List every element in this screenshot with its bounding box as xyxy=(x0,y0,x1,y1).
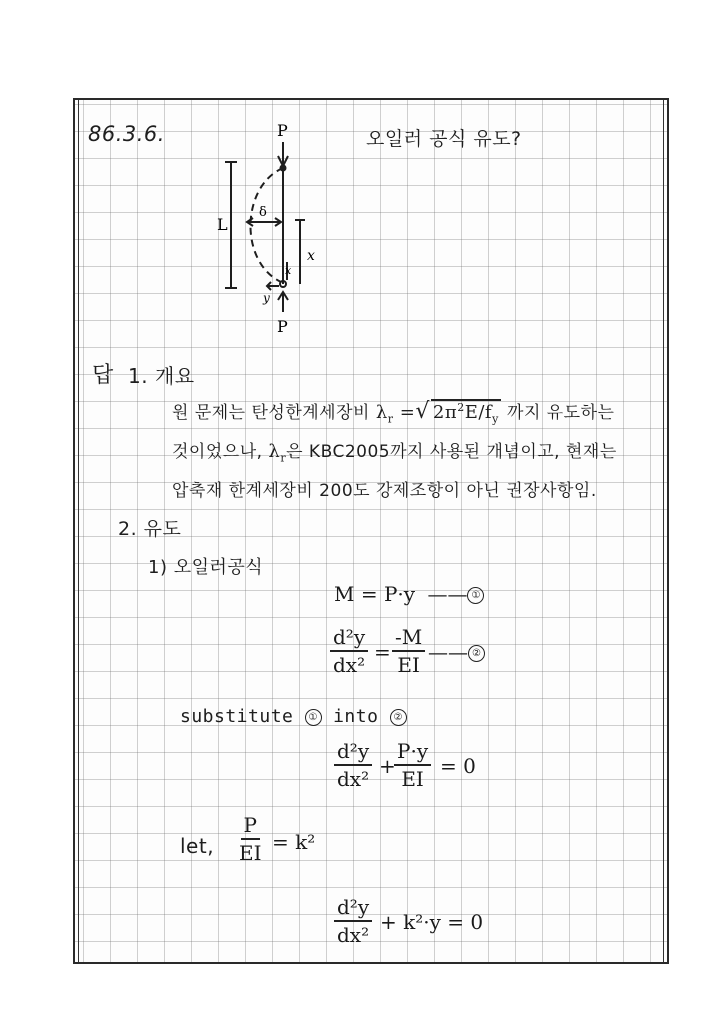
substitute-tag-2: ② xyxy=(390,709,407,726)
x-inner-label: x xyxy=(285,264,292,277)
eq4-numerator: d²y xyxy=(334,896,372,922)
eq2-rhs-denominator: EI xyxy=(397,653,420,677)
eq2-tag: ② xyxy=(468,645,485,662)
let-denominator: EI xyxy=(239,841,262,865)
equation-1: M = P·y —— ① xyxy=(334,582,484,606)
eq1-text: M = P·y xyxy=(334,582,416,606)
lambda-symbol-2: λ xyxy=(268,441,281,462)
section2-heading: 2. 유도 xyxy=(118,518,182,540)
overview-line2-pre: 것이었으나, xyxy=(172,442,263,462)
let-rhs: = k² xyxy=(272,830,316,854)
eq3-numerator-1: d²y xyxy=(334,740,372,766)
eq2-rhs-numerator: -M xyxy=(392,626,425,652)
p-top-label: P xyxy=(277,121,288,140)
answer-marker: 답 xyxy=(92,363,114,388)
eq2-equals: = xyxy=(374,640,391,664)
overview-line2-post: 은 KBC2005까지 사용된 개념이고, 현재는 xyxy=(286,442,617,462)
formula-body: 2π xyxy=(432,402,458,423)
eq2-lhs-fraction xyxy=(330,626,368,676)
eq3-denominator-2: EI xyxy=(401,767,424,791)
overview-line1-pre: 원 문제는 탄성한계세장비 xyxy=(172,403,370,423)
let-fraction xyxy=(236,814,265,864)
lambda-subscript: r xyxy=(387,412,394,426)
eq2-rhs-fraction xyxy=(392,626,425,676)
substitute-line xyxy=(180,706,407,727)
y-label: y xyxy=(263,291,270,305)
formula-exponent: 2 xyxy=(457,401,465,414)
let-label: let, xyxy=(180,834,215,858)
x-label: x xyxy=(307,248,315,264)
overview-line-1: 원 문제는 탄성한계세장비 $\lambda_r$ =√ $2\pi^2E/f_y$ 까지 유도하는 xyxy=(172,399,615,426)
delta-label: δ xyxy=(259,205,267,220)
eq2-numerator: d²y xyxy=(330,626,368,652)
formula-subscript: y xyxy=(492,412,499,426)
overview-line-2 xyxy=(172,437,617,465)
lambda-symbol: λ xyxy=(375,402,388,423)
eq4-fraction xyxy=(334,896,372,946)
eq3-numerator-2: P·y xyxy=(394,740,431,766)
subsection1-heading: 1) 오일러공식 xyxy=(148,557,264,578)
overview-line-3: 압축재 한계세장비 200도 강제조항이 아닌 권장사항임. xyxy=(172,481,597,501)
l-label: L xyxy=(217,215,228,234)
p-bottom-label: P xyxy=(277,317,288,336)
problem-number: 86.3.6. xyxy=(88,122,165,146)
lambda-subscript-2: r xyxy=(280,451,287,465)
into-word: into xyxy=(333,706,379,727)
column-buckling-diagram xyxy=(215,112,325,342)
substitute-tag-1: ① xyxy=(305,709,322,726)
eq4-denominator: dx² xyxy=(337,923,370,947)
eq3-denominator-1: dx² xyxy=(337,767,370,791)
let-numerator: P xyxy=(241,814,260,840)
eq3-plus: + xyxy=(379,754,396,778)
eq2-denominator: dx² xyxy=(333,653,366,677)
formula-rest: E/f xyxy=(464,402,493,423)
eq3-first-fraction xyxy=(334,740,372,790)
question-title: 오일러 공식 유도? xyxy=(366,128,522,150)
eq2-tag-group: —— ② xyxy=(428,640,485,664)
eq3-rhs: = 0 xyxy=(440,754,476,778)
eq4-rest: + k²·y = 0 xyxy=(380,910,484,934)
substitute-word: substitute xyxy=(180,706,294,727)
eq1-tag: ① xyxy=(467,587,484,604)
sqrt-formula xyxy=(431,399,501,426)
overview-line1-post: 까지 유도하는 xyxy=(507,403,615,423)
eq3-second-fraction xyxy=(394,740,431,790)
section1-heading: 1. 개요 xyxy=(128,364,195,388)
